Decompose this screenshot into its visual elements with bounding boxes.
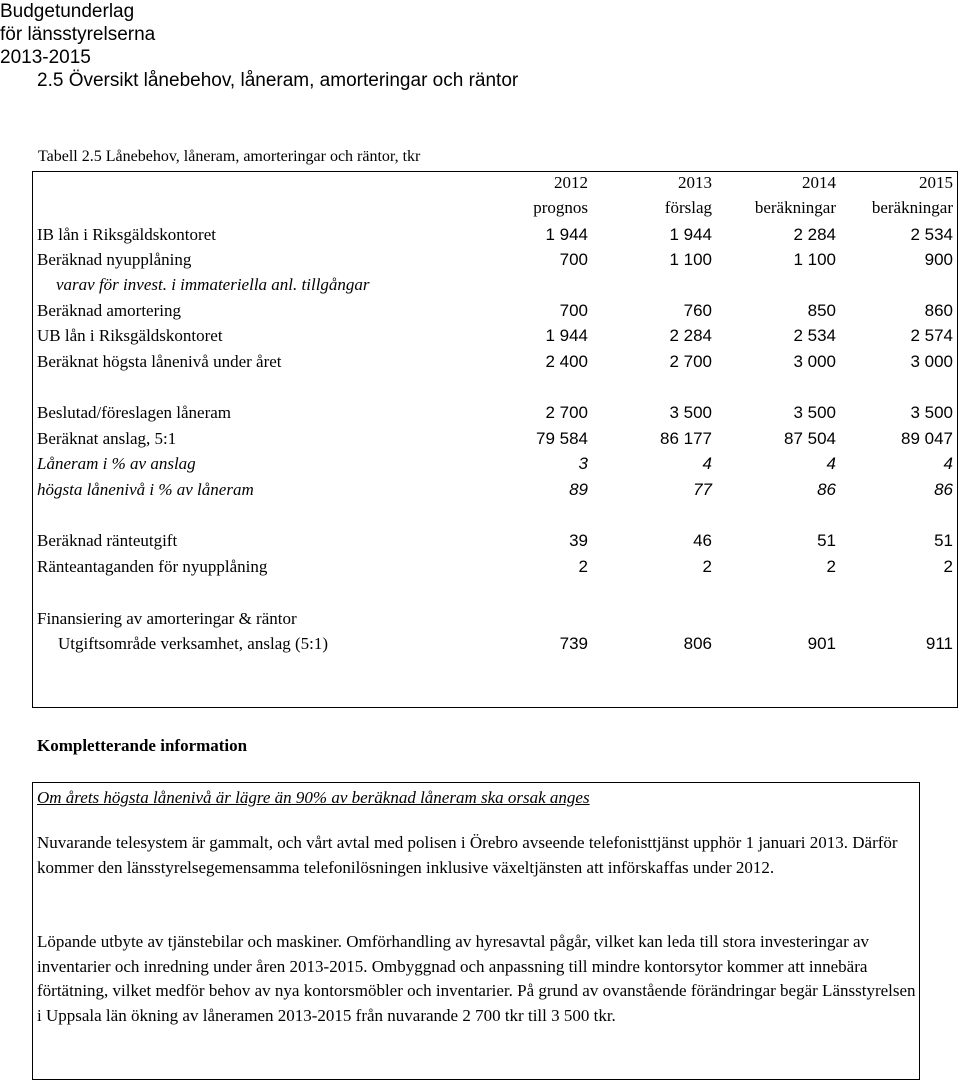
- cell-value: 2: [943, 557, 953, 576]
- cell-value: 3 000: [910, 352, 953, 371]
- cell-value: 51: [817, 531, 836, 550]
- cell-value: 3: [578, 454, 588, 473]
- cell-value: 739: [559, 634, 588, 653]
- cell-value: 2 284: [669, 326, 712, 345]
- cell-value: 3 000: [793, 352, 836, 371]
- cell-value: 4: [943, 454, 953, 473]
- row-label: Beräknat anslag, 5:1: [37, 429, 177, 448]
- row-label: Utgiftsområde verksamhet, anslag (5:1): [58, 634, 329, 653]
- doc-subtitle: för länsstyrelserna: [0, 24, 156, 45]
- cell-value: 700: [559, 301, 588, 320]
- cell-value: 2 284: [793, 225, 836, 244]
- row-label: högsta lånenivå i % av låneram: [37, 480, 254, 499]
- row-label: Låneram i % av anslag: [37, 454, 196, 473]
- col-year-2014: 2014: [802, 173, 836, 192]
- cell-value: 89 047: [901, 429, 953, 448]
- col-sub-2013: förslag: [664, 198, 712, 217]
- cell-value: 2 534: [910, 225, 953, 244]
- col-sub-2012: prognos: [533, 198, 588, 217]
- cell-value: 760: [683, 301, 712, 320]
- col-sub-2015: beräkningar: [871, 198, 953, 217]
- cell-value: 2: [702, 557, 712, 576]
- col-sub-2014: beräkningar: [754, 198, 836, 217]
- row-label: Beslutad/föreslagen låneram: [37, 403, 232, 422]
- doc-period: 2013-2015: [0, 47, 91, 68]
- row-label: Beräknad nyupplåning: [37, 250, 192, 269]
- cell-value: 2: [578, 557, 588, 576]
- cell-value: 89: [569, 480, 588, 499]
- row-label: Beräknad amortering: [37, 301, 181, 320]
- cell-value: 39: [569, 531, 588, 550]
- row-label: Ränteantaganden för nyupplåning: [37, 557, 268, 576]
- cell-value: 2 700: [669, 352, 712, 371]
- col-year-2012: 2012: [554, 173, 588, 192]
- row-label: UB lån i Riksgäldskontoret: [37, 326, 223, 345]
- komplettering-title: Kompletterande information: [37, 736, 248, 755]
- cell-value: 806: [683, 634, 712, 653]
- cell-value: 1 944: [545, 225, 588, 244]
- cell-value: 1 944: [545, 326, 588, 345]
- row-label: IB lån i Riksgäldskontoret: [37, 225, 216, 244]
- cell-value: 1 100: [793, 250, 836, 269]
- cell-value: 901: [807, 634, 836, 653]
- col-year-2013: 2013: [678, 173, 712, 192]
- cell-value: 850: [807, 301, 836, 320]
- cell-value: 1 944: [669, 225, 712, 244]
- cell-value: 51: [934, 531, 953, 550]
- cell-value: 46: [693, 531, 712, 550]
- table-caption: Tabell 2.5 Lånebehov, låneram, amorteringar och räntor, tkr: [38, 148, 421, 165]
- komplettering-note: Om årets högsta lånenivå är lägre än 90% av beräknad låneram ska orsak anges: [37, 788, 590, 807]
- cell-value: 3 500: [793, 403, 836, 422]
- cell-value: 79 584: [536, 429, 588, 448]
- cell-value: 2: [826, 557, 836, 576]
- cell-value: 4: [826, 454, 836, 473]
- row-label: varav för invest. i immateriella anl. tillgångar: [56, 275, 370, 294]
- komplettering-paragraph-1: Nuvarande telesystem är gammalt, och vårt avtal med polisen i Örebro avseende telefonisttjänst upphör 1 januari 2013. Därför kommer den länsstyrelsegemensamma telefonilösningen inklusive växeltjänsten att införskaffas under 2012.: [37, 833, 898, 877]
- cell-value: 860: [924, 301, 953, 320]
- cell-value: 86: [934, 480, 953, 499]
- cell-value: 3 500: [910, 403, 953, 422]
- cell-value: 2 400: [545, 352, 588, 371]
- col-year-2015: 2015: [919, 173, 953, 192]
- row-label: Finansiering av amorteringar & räntor: [37, 609, 297, 628]
- cell-value: 77: [693, 480, 712, 499]
- cell-value: 86 177: [660, 429, 712, 448]
- cell-value: 87 504: [784, 429, 836, 448]
- cell-value: 900: [924, 250, 953, 269]
- row-label: Beräknat högsta lånenivå under året: [37, 352, 282, 371]
- cell-value: 86: [817, 480, 836, 499]
- cell-value: 2 534: [793, 326, 836, 345]
- row-label: Beräknad ränteutgift: [37, 531, 178, 550]
- cell-value: 3 500: [669, 403, 712, 422]
- cell-value: 1 100: [669, 250, 712, 269]
- cell-value: 911: [925, 634, 953, 653]
- doc-title: Budgetunderlag: [0, 1, 135, 22]
- cell-value: 4: [702, 454, 712, 473]
- cell-value: 2 574: [910, 326, 953, 345]
- cell-value: 700: [559, 250, 588, 269]
- cell-value: 2 700: [545, 403, 588, 422]
- komplettering-paragraph-2: Löpande utbyte av tjänstebilar och maskiner. Omförhandling av hyresavtal pågår, vilket kan leda till stora investeringar av inventarier och inredning under åren 2013-2015. Ombyggnad och anpassning till mindre kontorsytor kommer att innebära förtätning, vilket medför behov av nya kontorsmöbler och inventarier. På grund av ovanstående förändringar begär Länsstyrelsen i Uppsala län ökning av låneramen 2013-2015 från nuvarande 2 700 tkr till 3 500 tkr.: [37, 932, 916, 1025]
- section-heading: 2.5 Översikt lånebehov, låneram, amorteringar och räntor: [37, 70, 519, 91]
